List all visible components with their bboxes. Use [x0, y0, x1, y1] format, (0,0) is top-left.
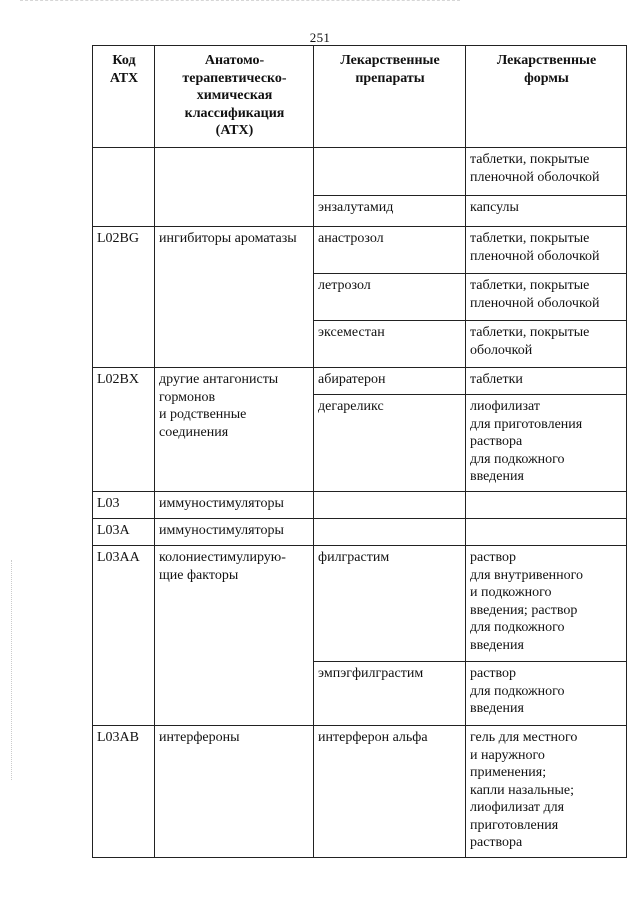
classification-cell: ингибиторы ароматазы: [155, 227, 314, 368]
drug-cell: [314, 519, 466, 546]
form-cell: таблетки, покрытые пленочной оболочкой: [466, 274, 627, 321]
form-cell: капсулы: [466, 196, 627, 227]
scan-edge-top: [20, 0, 460, 1]
table-row: [93, 519, 627, 546]
code-cell: L02BG: [93, 227, 155, 368]
form-cell: таблетки, покрытые пленочной оболочкой: [466, 227, 627, 274]
classification-cell: иммуностимуляторы: [155, 519, 314, 546]
code-cell: L03A: [93, 519, 155, 546]
table-row: [93, 546, 627, 662]
code-cell: L03AA: [93, 546, 155, 726]
drug-cell: [314, 492, 466, 519]
table-row: [93, 492, 627, 519]
form-cell: раствор для подкожного введения: [466, 662, 627, 726]
classification-cell: иммуностимуляторы: [155, 492, 314, 519]
drug-cell: дегареликс: [314, 395, 466, 492]
header-code: Код АТХ: [93, 46, 155, 148]
form-cell: лиофилизат для приготовления раствора для подкожного введения: [466, 395, 627, 492]
form-cell: [466, 519, 627, 546]
table-row: [93, 368, 627, 395]
classification-cell: [155, 148, 314, 227]
form-cell: таблетки: [466, 368, 627, 395]
classification-cell: колониестимулирую- щие факторы: [155, 546, 314, 726]
code-cell: L02BX: [93, 368, 155, 492]
drug-cell: эмпэгфилграстим: [314, 662, 466, 726]
form-cell: раствор для внутривенного и подкожного введения; раствор для подкожного введения: [466, 546, 627, 662]
table-body: [93, 148, 627, 858]
classification-cell: интерфероны: [155, 726, 314, 858]
table-row: [93, 148, 627, 196]
drug-cell: эксеместан: [314, 321, 466, 368]
code-cell: L03AB: [93, 726, 155, 858]
scan-edge-left: [11, 560, 12, 780]
atc-table: [92, 45, 627, 858]
drug-cell: [314, 148, 466, 196]
code-cell: [93, 148, 155, 227]
header-row: [93, 46, 627, 148]
drug-cell: анастрозол: [314, 227, 466, 274]
table-row: [93, 227, 627, 274]
header-classification: Анатомо- терапевтическо- химическая классификация (АТХ): [155, 46, 314, 148]
drug-cell: абиратерон: [314, 368, 466, 395]
header-drugs: Лекарственные препараты: [314, 46, 466, 148]
form-cell: гель для местного и наружного применения; капли назальные; лиофилизат для приготовления раствора: [466, 726, 627, 858]
table-row: [93, 726, 627, 858]
form-cell: таблетки, покрытые пленочной оболочкой: [466, 148, 627, 196]
form-cell: [466, 492, 627, 519]
drug-cell: энзалутамид: [314, 196, 466, 227]
drug-cell: летрозол: [314, 274, 466, 321]
drug-cell: филграстим: [314, 546, 466, 662]
classification-cell: другие антагонисты гормонов и родственные соединения: [155, 368, 314, 492]
form-cell: таблетки, покрытые оболочкой: [466, 321, 627, 368]
page-number: 251: [309, 30, 331, 45]
table-header: [93, 46, 627, 148]
header-forms: Лекарственные формы: [466, 46, 627, 148]
drug-cell: интерферон альфа: [314, 726, 466, 858]
code-cell: L03: [93, 492, 155, 519]
